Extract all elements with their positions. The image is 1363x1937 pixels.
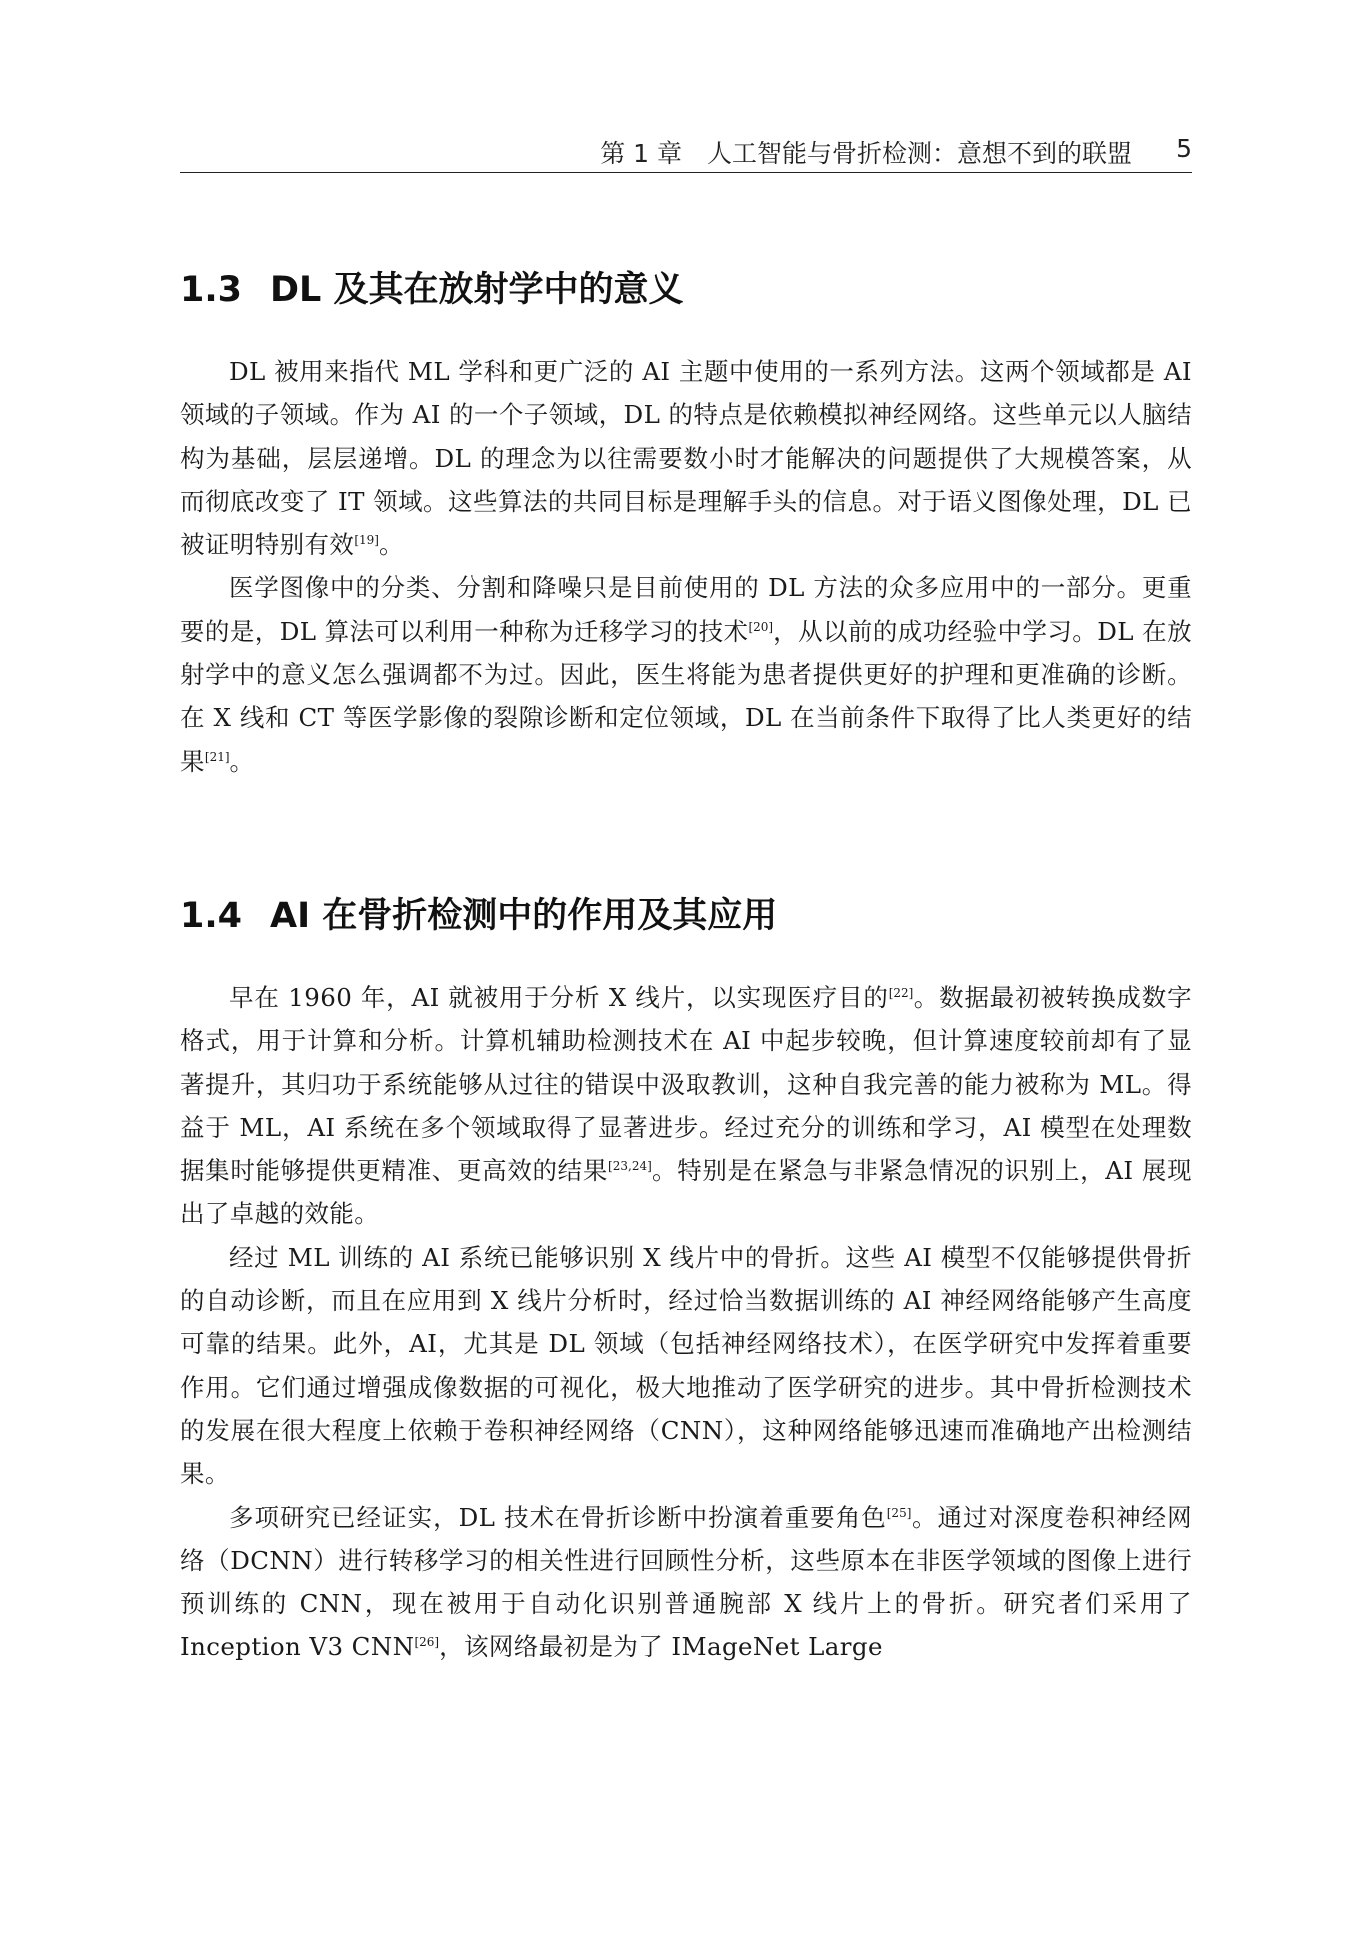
paragraph-text: 。通过对深度卷积神经网络（DCNN）进行转移学习的相关性进行回顾性分析，这些原本在非医学领域的图像上进行预训练的 CNN，现在被用于自动化识别普通腕部 X 线片上的骨折。研究者们采用了 Inception V3 CNN [180,1502,1192,1662]
paragraph-text: 。 [378,530,404,560]
paragraph [180,566,1192,782]
section-number: 1.4 [180,896,243,936]
section-heading-1-3 [180,262,684,312]
paragraph-text: 早在 1960 年，AI 就被用于分析 X 线片，以实现医疗目的 [229,983,889,1012]
paragraph-text: DL 被用来指代 ML 学科和更广泛的 AI 主题中使用的一系列方法。这两个领域都是 AI 领域的子领域。作为 AI 的一个子领域，DL 的特点是依赖模拟神经网络。这些单元以人脑结构为基础，层层递增。DL 的理念为以往需要数小时才能解决的问题提供了大规模答案，从而彻底改变了 IT 领域。这些算法的共同目标是理解手头的信息。对于语义图像处理，DL 已被证明特别有效 [180,357,1192,560]
citation-ref: [20] [748,619,774,634]
paragraph [180,1496,1192,1669]
citation-ref: [23,24] [608,1159,652,1174]
citation-ref: [21] [204,749,230,764]
chapter-title: 第 1 章 人工智能与骨折检测：意想不到的联盟 [600,139,1132,168]
paragraph-text: 经过 ML 训练的 AI 系统已能够识别 X 线片中的骨折。这些 AI 模型不仅能够提供骨折的自动诊断，而且在应用到 X 线片分析时，经过恰当数据训练的 AI 神经网络能够产生高度可靠的结果。此外，AI，尤其是 DL 领域（包括神经网络技术），在医学研究中发挥着重要作用。它们通过增强成像数据的可视化，极大地推动了医学研究的进步。其中骨折检测技术的发展在很大程度上依赖于卷积神经网络（CNN），这种网络能够迅速而准确地产出检测结果。 [180,1242,1192,1489]
page-number: 5 [1176,134,1192,163]
section-number: 1.3 [180,270,243,310]
paragraph [180,1236,1192,1496]
section-body-1-3 [180,350,1192,783]
section-title: DL 及其在放射学中的意义 [270,270,684,310]
section-title: AI 在骨折检测中的作用及其应用 [270,896,778,936]
paragraph-text: ，从以前的成功经验中学习。DL 在放射学中的意义怎么强调都不为过。因此，医生将能为患者提供更好的护理和更准确的诊断。在 X 线和 CT 等医学影像的裂隙诊断和定位领域，DL 在当前条件下取得了比人类更好的结果 [180,616,1192,776]
paragraph-text: 。 [229,746,255,776]
citation-ref: [19] [354,533,379,548]
paragraph-text: 。数据最初被转换成数字格式，用于计算和分析。计算机辅助检测技术在 AI 中起步较晚，但计算速度较前却有了显著提升，其归功于系统能够从过往的错误中汲取教训，这种自我完善的能力被称为 ML。得益于 ML，AI 系统在多个领域取得了显著进步。经过充分的训练和学习，AI 模型在处理数据集时能够提供更精准、更高效的结果 [180,983,1192,1186]
paragraph [180,350,1192,566]
running-header [180,128,1192,173]
citation-ref: [22] [888,986,914,1000]
section-heading-1-4 [180,888,777,938]
paragraph-text: 多项研究已经证实，DL 技术在骨折诊断中扮演着重要角色 [229,1502,887,1532]
paragraph [180,976,1192,1236]
paragraph-text: 医学图像中的分类、分割和降噪只是目前使用的 DL 方法的众多应用中的一部分。更重要的是，DL 算法可以利用一种称为迁移学习的技术 [180,573,1192,646]
paragraph-text: ，该网络最初是为了 IMageNet Large [439,1632,883,1662]
citation-ref: [26] [414,1635,440,1650]
paragraph-text: 。特别是在紧急与非紧急情况的识别上，AI 展现出了卓越的效能。 [180,1156,1192,1229]
citation-ref: [25] [886,1505,912,1520]
section-body-1-4 [180,976,1192,1669]
